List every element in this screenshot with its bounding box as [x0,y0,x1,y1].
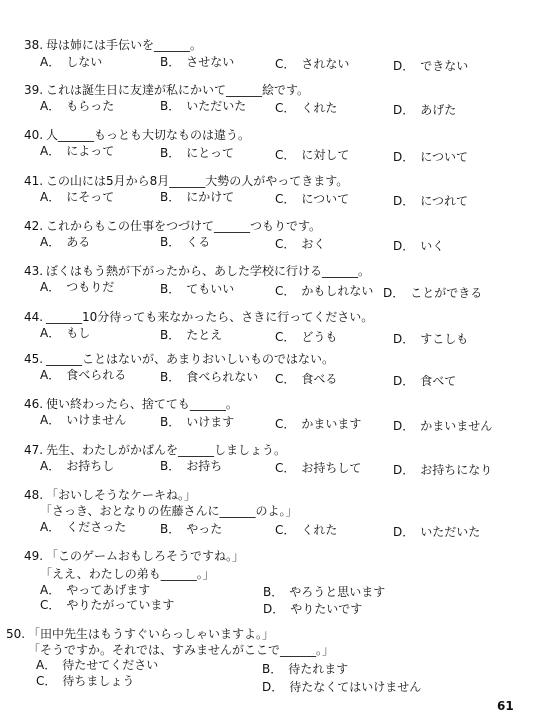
option-a: A． もし [40,326,91,340]
option-b: B． やった [160,522,223,536]
option-c: C． されない [275,57,350,71]
option-c: C． に対して [275,148,350,162]
option-a: A． お持ちし [40,459,115,473]
question-stem: 49. 「このゲームおもしろそうですね。」 [24,549,245,563]
option-b: B． くる [160,235,211,249]
question-stem: 41. この山には5月から8月______大勢の人がやってきます。 [24,174,349,188]
option-c: C． お持ちして [275,461,362,475]
option-c: C． おく [275,237,326,251]
option-a: A． もらった [40,99,115,113]
question-stem: 38. 母は姉には手伝いを______。 [24,38,203,52]
question-stem: 50. 「田中先生はもうすぐいらっしゃいますよ。」 [6,627,275,641]
option-d: D． について [393,150,469,164]
question-stem-line-2: 「ええ、わたしの弟も______。」 [40,567,215,581]
option-d: D． ことができる [383,286,483,300]
option-d: D． すこしも [393,332,469,346]
option-d: D． かまいません [393,419,493,433]
option-c: C． について [275,192,350,206]
option-b: B． やろうと思います [263,585,386,599]
option-a: A． くださった [40,520,127,534]
option-b: B． たとえ [160,328,223,342]
option-c: C． どうも [275,330,338,344]
question-stem: 44. ______10分待っても来なかったら、さきに行ってください。 [24,310,374,324]
option-b: B． にとって [160,146,234,160]
option-a: A． いけません [40,413,127,427]
option-c: C． かまいます [275,417,362,431]
option-a: A． 待たせてください [36,658,159,672]
question-stem: 47. 先生、わたしがかばんを______しましょう。 [24,443,287,457]
question-stem: 43. ぼくはもう熱が下がったから、あした学校に行ける______。 [24,264,371,278]
option-c: C． やりたがっています [40,598,175,612]
option-a: A． やってあげます [40,583,151,597]
option-b: B． させない [160,55,235,69]
option-d: D． やりたいです [263,602,363,616]
question-stem: 42. これからもこの仕事をつづけて______つもりです。 [24,219,322,233]
option-d: D． いただいた [393,525,481,539]
option-c: C． くれた [275,101,338,115]
option-d: D． できない [393,59,469,73]
option-c: C． くれた [275,523,338,537]
option-d: D． あげた [393,103,457,117]
option-b: B． いけます [160,415,235,429]
option-a: A． 食べられる [40,368,127,382]
option-d: D． いく [393,239,445,253]
question-stem: 48. 「おいしそうなケーキね。」 [24,488,197,502]
option-b: B． 待たれます [262,662,349,676]
option-d: D． 待たなくてはいけません [262,680,422,694]
option-c: C． 食べる [275,372,338,386]
page-number: 61 [497,699,514,713]
option-a: A． によって [40,144,115,158]
question-stem: 39. これは誕生日に友達が私にかいて______絵です。 [24,83,310,97]
option-d: D． につれて [393,194,469,208]
option-b: B． いただいた [160,99,247,113]
question-stem-line-2: 「さっき、おとなりの佐藤さんに______のよ。」 [40,504,298,518]
question-stem-line-2: 「そうですか。それでは、すみませんがここで______。」 [28,643,335,657]
option-b: B． 食べられない [160,370,259,384]
option-c: C． 待ちましょう [36,674,135,688]
option-b: B． お持ち [160,459,223,473]
option-b: B． てもいい [160,282,235,296]
option-b: B． にかけて [160,190,235,204]
option-a: A． にそって [40,190,115,204]
option-c: C． かもしれない [275,284,374,298]
option-a: A． つもりだ [40,280,115,294]
option-d: D． 食べて [393,374,457,388]
option-d: D． お持ちになり [393,463,493,477]
question-stem: 45. ______ことはないが、あまりおいしいものではない。 [24,352,335,366]
question-stem: 46. 使い終わったら、捨てても______。 [24,397,238,411]
question-stem: 40. 人______もっとも大切なものは違う。 [24,128,251,142]
option-a: A． ある [40,235,91,249]
option-a: A． しない [40,55,103,69]
